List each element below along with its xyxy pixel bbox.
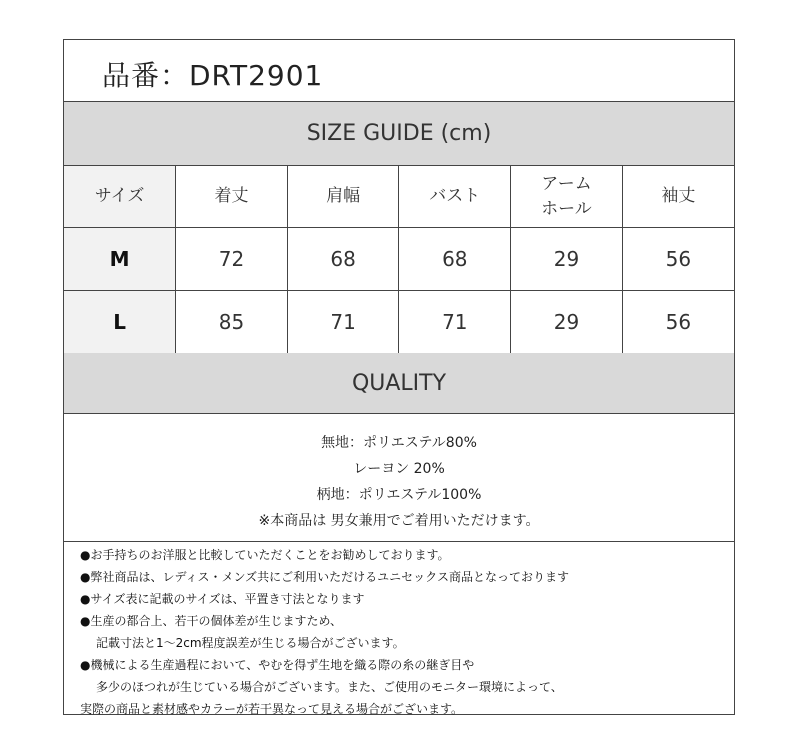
note-line: 実際の商品と素材感やカラーが若干異なって見える場合がございます。 xyxy=(80,702,464,716)
size-label: M xyxy=(64,228,176,291)
table-row xyxy=(64,291,734,354)
header-sleeve: 袖丈 xyxy=(622,166,734,228)
size-table-header-row xyxy=(64,166,734,228)
quality-title: QUALITY xyxy=(64,353,734,414)
product-code: 品番：DRT2901 xyxy=(102,59,324,92)
table-cell: 85 xyxy=(176,291,288,354)
table-cell: 71 xyxy=(399,291,511,354)
table-cell: 29 xyxy=(511,228,623,291)
header-length: 着丈 xyxy=(176,166,288,228)
note-line: 記載寸法と1～2cm程度誤差が生じる場合がございます。 xyxy=(96,636,405,650)
size-guide-title: SIZE GUIDE (cm) xyxy=(64,102,734,166)
header-shoulder: 肩幅 xyxy=(287,166,399,228)
header-bust: バスト xyxy=(399,166,511,228)
table-cell: 72 xyxy=(176,228,288,291)
table-cell: 68 xyxy=(287,228,399,291)
table-cell: 71 xyxy=(287,291,399,354)
note-line: ●サイズ表に記載のサイズは、平置き寸法となります xyxy=(80,592,365,606)
table-cell: 68 xyxy=(399,228,511,291)
quality-line: レーヨン 20% xyxy=(353,461,445,477)
note-line: ●機械による生産過程において、やむを得ず生地を織る際の糸の継ぎ目や xyxy=(80,658,475,672)
quality-line: ※本商品は 男女兼用でご着用いただけます。 xyxy=(258,513,540,529)
note-line: ●お手持ちのお洋服と比較していただくことをお勧めしております。 xyxy=(80,548,450,562)
header-armhole: アーム ホール xyxy=(511,166,623,228)
table-cell: 29 xyxy=(511,291,623,354)
product-code-header xyxy=(64,40,734,102)
care-notes xyxy=(80,544,730,720)
header-size: サイズ xyxy=(64,166,176,228)
table-row xyxy=(64,228,734,291)
size-table xyxy=(64,166,734,354)
note-line: ●弊社商品は、レディス・メンズ共にご利用いただけるユニセックス商品となっております xyxy=(80,570,570,584)
size-chart-frame xyxy=(63,39,735,715)
quality-line: 柄地：ポリエステル100% xyxy=(316,487,482,503)
note-line: ●生産の都合上、若干の個体差が生じますため、 xyxy=(80,614,342,628)
table-cell: 56 xyxy=(622,291,734,354)
note-line: 多少のほつれが生じている場合がございます。また、ご使用のモニター環境によって、 xyxy=(96,680,563,694)
table-cell: 56 xyxy=(622,228,734,291)
quality-details xyxy=(64,414,734,542)
size-label: L xyxy=(64,291,176,354)
quality-line: 無地：ポリエステル80% xyxy=(321,435,477,451)
